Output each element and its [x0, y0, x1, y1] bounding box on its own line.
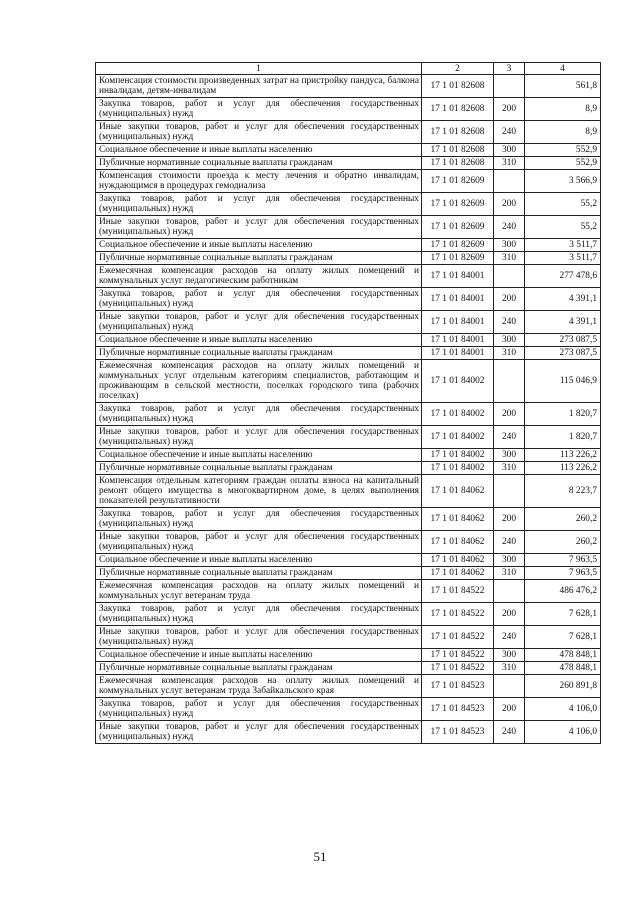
- item-name: Публичные нормативные социальные выплаты гражданам: [96, 462, 422, 475]
- item-amount: 7 963,5: [525, 567, 601, 580]
- item-name: Публичные нормативные социальные выплаты гражданам: [96, 347, 422, 360]
- table-row: [96, 347, 601, 360]
- item-amount: 4 106,0: [525, 721, 601, 744]
- item-code: 17 1 01 84523: [422, 675, 494, 698]
- table-row: [96, 426, 601, 449]
- table-row: [96, 721, 601, 744]
- expense-type: 300: [494, 144, 525, 157]
- table-row: [96, 75, 601, 98]
- budget-table: [95, 62, 601, 744]
- item-code: 17 1 01 84002: [422, 403, 494, 426]
- item-code: 17 1 01 84002: [422, 449, 494, 462]
- table-row: [96, 98, 601, 121]
- item-code: 17 1 01 84002: [422, 462, 494, 475]
- expense-type: 240: [494, 311, 525, 334]
- item-name: Ежемесячная компенсация расходов на оплату жилых помещений и коммунальных услуг ветеранам труда: [96, 580, 422, 603]
- item-code: 17 1 01 84522: [422, 603, 494, 626]
- expense-type: [494, 75, 525, 98]
- expense-type: [494, 475, 525, 508]
- item-amount: 486 476,2: [525, 580, 601, 603]
- table-row: [96, 170, 601, 193]
- table-row: [96, 567, 601, 580]
- item-code: 17 1 01 84522: [422, 626, 494, 649]
- item-name: Иные закупки товаров, работ и услуг для обеспечения государственных (муниципальных) нужд: [96, 216, 422, 239]
- item-amount: 260,2: [525, 531, 601, 554]
- table-row: [96, 449, 601, 462]
- expense-type: 310: [494, 462, 525, 475]
- table-row: [96, 649, 601, 662]
- expense-type: 240: [494, 426, 525, 449]
- expense-type: 240: [494, 121, 525, 144]
- table-row: [96, 462, 601, 475]
- item-amount: 8 223,7: [525, 475, 601, 508]
- item-name: Закупка товаров, работ и услуг для обеспечения государственных (муниципальных) нужд: [96, 98, 422, 121]
- item-name: Иные закупки товаров, работ и услуг для обеспечения государственных (муниципальных) нужд: [96, 721, 422, 744]
- item-name: Публичные нормативные социальные выплаты гражданам: [96, 252, 422, 265]
- item-amount: 478 848,1: [525, 662, 601, 675]
- item-name: Компенсация стоимости произведенных затрат на пристройку пандуса, балкона инвалидам, детям-инвалидам: [96, 75, 422, 98]
- item-code: 17 1 01 82609: [422, 239, 494, 252]
- expense-type: 300: [494, 649, 525, 662]
- table-row: [96, 288, 601, 311]
- item-name: Иные закупки товаров, работ и услуг для обеспечения государственных (муниципальных) нужд: [96, 121, 422, 144]
- table-row: [96, 662, 601, 675]
- item-code: 17 1 01 84002: [422, 360, 494, 403]
- item-code: 17 1 01 84522: [422, 649, 494, 662]
- header-row: [96, 63, 601, 75]
- item-amount: 3 511,7: [525, 239, 601, 252]
- table-row: [96, 252, 601, 265]
- expense-type: [494, 580, 525, 603]
- item-name: Закупка товаров, работ и услуг для обеспечения государственных (муниципальных) нужд: [96, 698, 422, 721]
- table-row: [96, 508, 601, 531]
- item-name: Публичные нормативные социальные выплаты гражданам: [96, 157, 422, 170]
- item-name: Иные закупки товаров, работ и услуг для обеспечения государственных (муниципальных) нужд: [96, 626, 422, 649]
- expense-type: 240: [494, 626, 525, 649]
- table-row: [96, 626, 601, 649]
- item-name: Закупка товаров, работ и услуг для обеспечения государственных (муниципальных) нужд: [96, 403, 422, 426]
- item-amount: 7 628,1: [525, 603, 601, 626]
- item-code: 17 1 01 84001: [422, 311, 494, 334]
- item-amount: 3 566,9: [525, 170, 601, 193]
- item-amount: 561,8: [525, 75, 601, 98]
- item-code: 17 1 01 84001: [422, 334, 494, 347]
- expense-type: 200: [494, 508, 525, 531]
- item-code: 17 1 01 84062: [422, 554, 494, 567]
- item-code: 17 1 01 84001: [422, 347, 494, 360]
- expense-type: 310: [494, 252, 525, 265]
- expense-type: 300: [494, 334, 525, 347]
- table-row: [96, 265, 601, 288]
- expense-type: 200: [494, 403, 525, 426]
- item-name: Социальное обеспечение и иные выплаты населению: [96, 649, 422, 662]
- expense-type: 240: [494, 216, 525, 239]
- item-code: 17 1 01 82608: [422, 75, 494, 98]
- table-row: [96, 121, 601, 144]
- item-amount: 260,2: [525, 508, 601, 531]
- item-amount: 55,2: [525, 216, 601, 239]
- item-name: Закупка товаров, работ и услуг для обеспечения государственных (муниципальных) нужд: [96, 288, 422, 311]
- expense-type: 240: [494, 531, 525, 554]
- item-code: 17 1 01 84523: [422, 698, 494, 721]
- item-name: Иные закупки товаров, работ и услуг для обеспечения государственных (муниципальных) нужд: [96, 531, 422, 554]
- item-amount: 4 106,0: [525, 698, 601, 721]
- item-amount: 273 087,5: [525, 347, 601, 360]
- item-amount: 260 891,8: [525, 675, 601, 698]
- table-row: [96, 193, 601, 216]
- item-name: Социальное обеспечение и иные выплаты населению: [96, 239, 422, 252]
- header-col-1: 1: [96, 63, 422, 75]
- item-amount: 277 478,6: [525, 265, 601, 288]
- table-row: [96, 239, 601, 252]
- expense-type: 240: [494, 721, 525, 744]
- expense-type: [494, 360, 525, 403]
- item-code: 17 1 01 82608: [422, 157, 494, 170]
- expense-type: 200: [494, 193, 525, 216]
- item-name: Компенсация стоимости проезда к месту лечения и обратно инвалидам, нуждающимся в процедурах гемодиализа: [96, 170, 422, 193]
- header-col-3: 3: [494, 63, 525, 75]
- table-row: [96, 475, 601, 508]
- item-code: 17 1 01 84522: [422, 662, 494, 675]
- expense-type: 200: [494, 98, 525, 121]
- item-amount: 1 820,7: [525, 426, 601, 449]
- item-name: Ежемесячная компенсация расходов на оплату жилых помещений и коммунальных услуг отдельным категориям специалистов, работающим и проживающим в сельской местности, поселках городского типа (рабочих поселках): [96, 360, 422, 403]
- item-name: Публичные нормативные социальные выплаты гражданам: [96, 662, 422, 675]
- table-row: [96, 216, 601, 239]
- expense-type: 310: [494, 567, 525, 580]
- item-amount: 478 848,1: [525, 649, 601, 662]
- item-name: Иные закупки товаров, работ и услуг для обеспечения государственных (муниципальных) нужд: [96, 311, 422, 334]
- table-row: [96, 580, 601, 603]
- item-amount: 3 511,7: [525, 252, 601, 265]
- expense-type: [494, 170, 525, 193]
- expense-type: [494, 265, 525, 288]
- item-code: 17 1 01 84523: [422, 721, 494, 744]
- page-number: 51: [313, 849, 327, 864]
- item-name: Иные закупки товаров, работ и услуг для обеспечения государственных (муниципальных) нужд: [96, 426, 422, 449]
- item-code: 17 1 01 82609: [422, 193, 494, 216]
- item-name: Закупка товаров, работ и услуг для обеспечения государственных (муниципальных) нужд: [96, 193, 422, 216]
- item-name: Ежемесячная компенсация расходов на оплату жилых помещений и коммунальных услуг ветеранам труда Забайкальского края: [96, 675, 422, 698]
- item-amount: 7 963,5: [525, 554, 601, 567]
- item-code: 17 1 01 82609: [422, 252, 494, 265]
- table-row: [96, 603, 601, 626]
- item-code: 17 1 01 84002: [422, 426, 494, 449]
- table-row: [96, 144, 601, 157]
- expense-type: 310: [494, 347, 525, 360]
- expense-type: 300: [494, 239, 525, 252]
- item-code: 17 1 01 84062: [422, 567, 494, 580]
- item-code: 17 1 01 84062: [422, 508, 494, 531]
- item-amount: 552,9: [525, 144, 601, 157]
- item-amount: 8,9: [525, 121, 601, 144]
- expense-type: 200: [494, 603, 525, 626]
- item-amount: 113 226,2: [525, 462, 601, 475]
- table-row: [96, 334, 601, 347]
- expense-type: 300: [494, 554, 525, 567]
- item-name: Закупка товаров, работ и услуг для обеспечения государственных (муниципальных) нужд: [96, 508, 422, 531]
- expense-type: 200: [494, 698, 525, 721]
- item-name: Закупка товаров, работ и услуг для обеспечения государственных (муниципальных) нужд: [96, 603, 422, 626]
- header-col-4: 4: [525, 63, 601, 75]
- item-code: 17 1 01 84001: [422, 288, 494, 311]
- header-col-2: 2: [422, 63, 494, 75]
- item-name: Социальное обеспечение и иные выплаты населению: [96, 144, 422, 157]
- table-row: [96, 531, 601, 554]
- expense-type: [494, 675, 525, 698]
- item-amount: 4 391,1: [525, 311, 601, 334]
- item-code: 17 1 01 82608: [422, 144, 494, 157]
- table-row: [96, 554, 601, 567]
- table-body: [96, 75, 601, 744]
- item-code: 17 1 01 82608: [422, 121, 494, 144]
- table-row: [96, 157, 601, 170]
- item-name: Публичные нормативные социальные выплаты гражданам: [96, 567, 422, 580]
- table-row: [96, 675, 601, 698]
- item-name: Ежемесячная компенсация расходов на оплату жилых помещений и коммунальных услуг педагогическим работникам: [96, 265, 422, 288]
- item-amount: 4 391,1: [525, 288, 601, 311]
- item-name: Социальное обеспечение и иные выплаты населению: [96, 554, 422, 567]
- item-amount: 1 820,7: [525, 403, 601, 426]
- expense-type: 300: [494, 449, 525, 462]
- table-row: [96, 360, 601, 403]
- table-row: [96, 403, 601, 426]
- item-code: 17 1 01 82609: [422, 170, 494, 193]
- item-amount: 8,9: [525, 98, 601, 121]
- table-row: [96, 698, 601, 721]
- expense-type: 310: [494, 662, 525, 675]
- item-name: Социальное обеспечение и иные выплаты населению: [96, 334, 422, 347]
- item-code: 17 1 01 84522: [422, 580, 494, 603]
- item-amount: 273 087,5: [525, 334, 601, 347]
- expense-type: 310: [494, 157, 525, 170]
- item-amount: 55,2: [525, 193, 601, 216]
- item-code: 17 1 01 84062: [422, 531, 494, 554]
- item-amount: 7 628,1: [525, 626, 601, 649]
- item-amount: 552,9: [525, 157, 601, 170]
- item-code: 17 1 01 84062: [422, 475, 494, 508]
- expense-type: 200: [494, 288, 525, 311]
- item-name: Социальное обеспечение и иные выплаты населению: [96, 449, 422, 462]
- item-code: 17 1 01 82608: [422, 98, 494, 121]
- item-code: 17 1 01 82609: [422, 216, 494, 239]
- item-code: 17 1 01 84001: [422, 265, 494, 288]
- table-row: [96, 311, 601, 334]
- item-amount: 115 046,9: [525, 360, 601, 403]
- item-name: Компенсация отдельным категориям граждан оплаты взноса на капитальный ремонт общего имущества в многоквартирном доме, в целях выполнения показателей результативности: [96, 475, 422, 508]
- item-amount: 113 226,2: [525, 449, 601, 462]
